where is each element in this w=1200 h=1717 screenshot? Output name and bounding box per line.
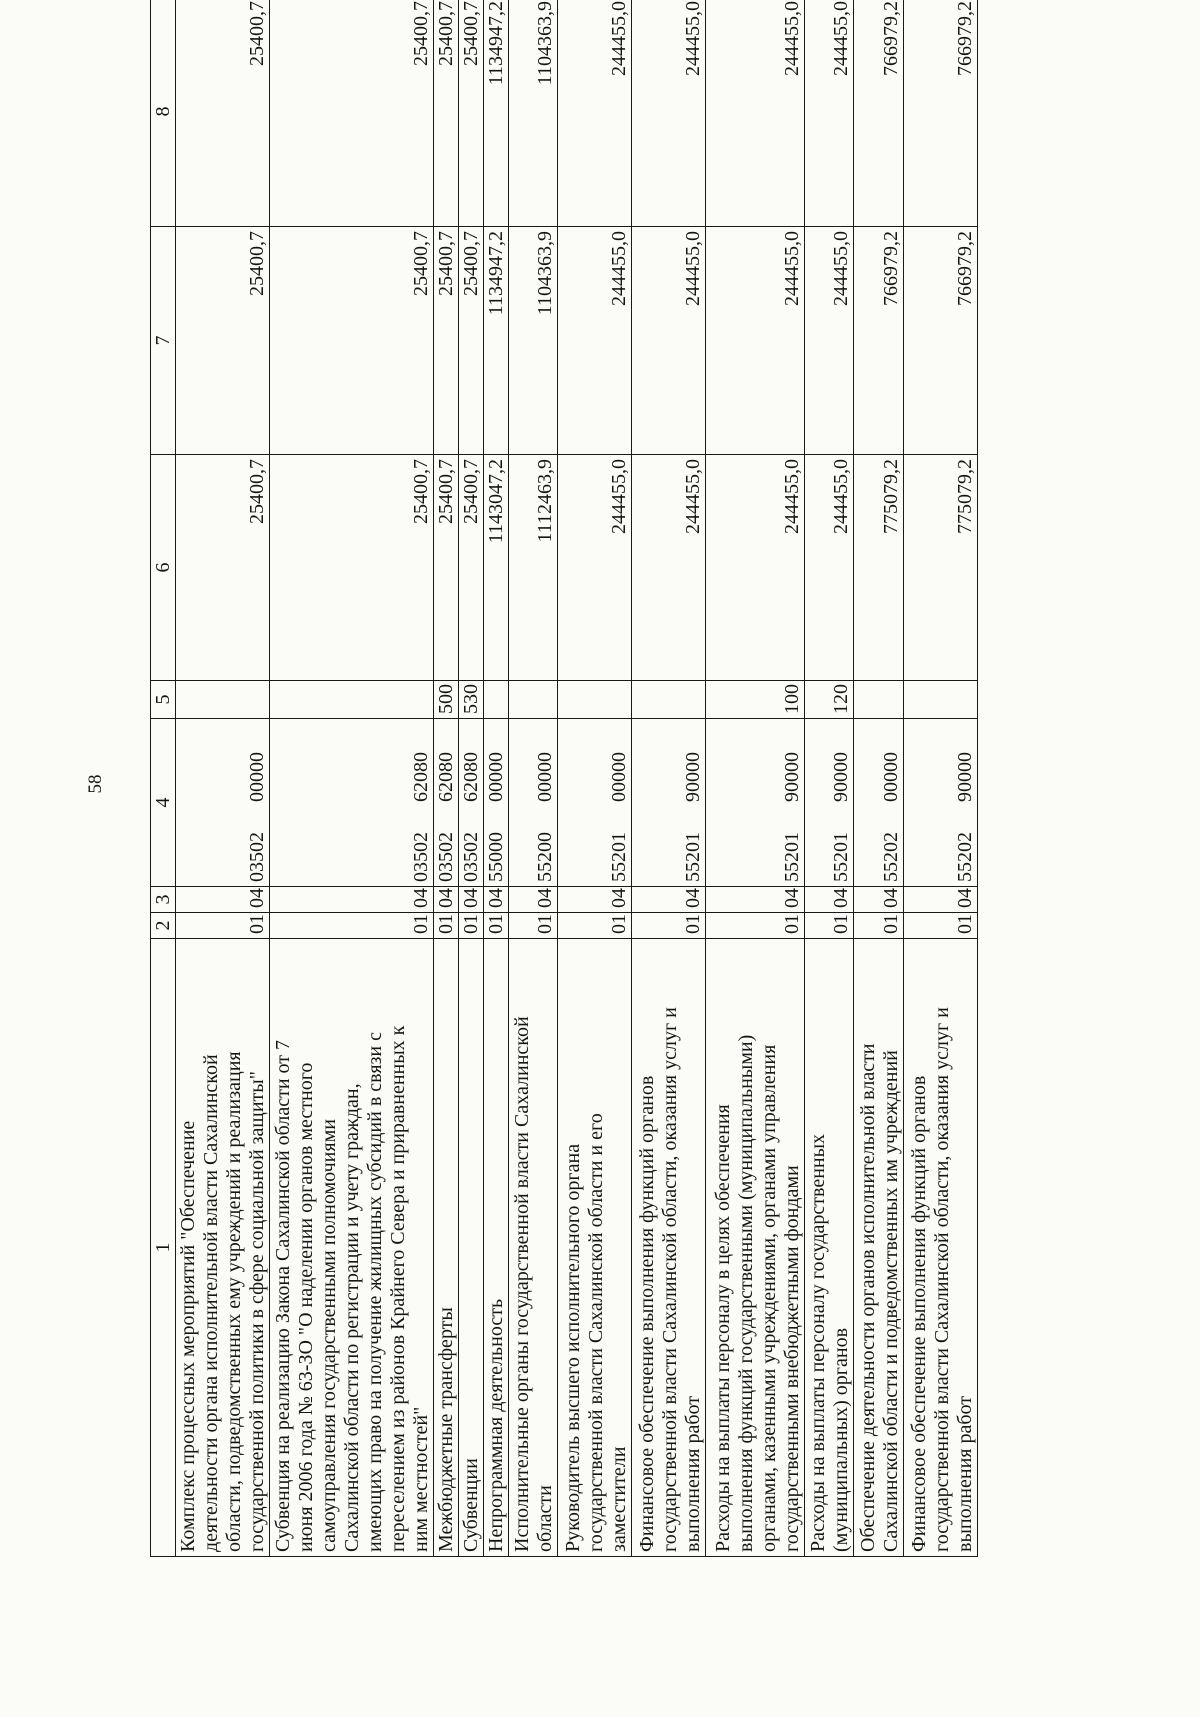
target-article-suffix: 90000	[830, 752, 852, 802]
target-article-suffix: 00000	[608, 752, 630, 802]
amount-column-6: 1112463,9	[509, 455, 558, 681]
amount-column-6: 244455,0	[632, 455, 706, 681]
subsection-code: 04	[805, 887, 854, 913]
subsection-code: 04	[558, 887, 632, 913]
table-row	[509, 0, 558, 1557]
amount-column-6: 25400,7	[176, 455, 270, 681]
amount-column-7: 244455,0	[805, 227, 854, 455]
amount-column-8: 25400,7	[459, 0, 484, 227]
item-name-line: Непрограммная деятельность	[485, 1298, 507, 1552]
expense-item-name	[459, 939, 484, 1557]
item-name-line: Субвенция на реализацию Закона Сахалинской области от 7	[272, 1039, 294, 1552]
target-article-suffix: 90000	[682, 752, 704, 802]
amount-column-6: 775079,2	[904, 455, 978, 681]
item-name-line: заместители	[608, 1446, 630, 1552]
amount-column-7: 25400,7	[270, 227, 434, 455]
target-article-code	[176, 719, 270, 887]
target-article-code	[484, 719, 509, 887]
section-code: 01	[706, 913, 805, 939]
item-name-line: переселением из районов Крайнего Севера и приравненных к	[387, 1025, 409, 1552]
expense-type-code: 530	[459, 681, 484, 719]
section-code: 01	[854, 913, 904, 939]
target-article-prefix: 55202	[954, 832, 976, 882]
amount-column-8: 244455,0	[805, 0, 854, 227]
expense-item-name	[484, 939, 509, 1557]
item-name-line: Межбюджетные трансферты	[435, 1307, 457, 1552]
budget-table	[150, 0, 978, 1557]
item-name-line: Сахалинской области по регистрации и учету граждан,	[341, 1083, 363, 1552]
target-article-suffix: 90000	[781, 752, 803, 802]
item-name-line: государственной власти Сахалинской области, оказания услуг и	[659, 1007, 681, 1552]
item-name-line: выполнения работ	[682, 1395, 704, 1552]
subsection-code: 04	[270, 887, 434, 913]
item-name-line: Финансовое обеспечение выполнения функций органов	[908, 1075, 930, 1552]
item-name-line: деятельности органа исполнительной власти Сахалинской	[200, 1054, 222, 1552]
target-article-prefix: 03502	[435, 832, 457, 882]
item-name-line: Руководитель высшего исполнительного органа	[562, 1143, 584, 1552]
table-row	[805, 0, 854, 1557]
amount-column-7: 25400,7	[434, 227, 459, 455]
item-name-line: области	[534, 1485, 556, 1552]
item-name-line: органами, казенными учреждениями, органами управления	[758, 1044, 780, 1552]
table-row	[706, 0, 805, 1557]
item-name-line: выполнения работ	[954, 1395, 976, 1552]
header-cell: 4	[151, 719, 176, 887]
target-article-code	[632, 719, 706, 887]
target-article-prefix: 55201	[682, 832, 704, 882]
table-row	[904, 0, 978, 1557]
item-name-line: самоуправления государственными полномочиями	[318, 1119, 340, 1552]
amount-column-7: 244455,0	[558, 227, 632, 455]
table-row	[558, 0, 632, 1557]
expense-type-code	[904, 681, 978, 719]
amount-column-6: 244455,0	[706, 455, 805, 681]
item-name-line: Сахалинской области и подведомственных им учреждений	[880, 1050, 902, 1552]
expense-type-code	[558, 681, 632, 719]
item-name-line: выполнения функций государственными (муниципальными)	[735, 1034, 757, 1552]
header-cell: 1	[151, 939, 176, 1557]
item-name-line: июня 2006 года № 63-ЗО "О наделении органов местного	[295, 1062, 317, 1552]
target-article-prefix: 03502	[410, 832, 432, 882]
expense-type-code	[509, 681, 558, 719]
subsection-code: 04	[706, 887, 805, 913]
expense-type-code	[632, 681, 706, 719]
item-name-line: области, подведомственных ему учреждений и реализация	[223, 1051, 245, 1552]
amount-column-8: 25400,7	[176, 0, 270, 227]
target-article-prefix: 55201	[830, 832, 852, 882]
item-name-line: Исполнительные органы государственной власти Сахалинской	[511, 1016, 533, 1552]
section-code: 01	[558, 913, 632, 939]
expense-type-code: 500	[434, 681, 459, 719]
amount-column-7: 1104363,9	[509, 227, 558, 455]
amount-column-6: 25400,7	[459, 455, 484, 681]
amount-column-6: 25400,7	[270, 455, 434, 681]
header-cell: 8	[151, 0, 176, 227]
target-article-suffix: 62080	[410, 752, 432, 802]
item-name-line: государственной политики в сфере социальной защиты"	[246, 1071, 268, 1552]
amount-column-8: 1134947,2	[484, 0, 509, 227]
expense-item-name	[854, 939, 904, 1557]
target-article-code	[805, 719, 854, 887]
amount-column-7: 244455,0	[706, 227, 805, 455]
table-row	[176, 0, 270, 1557]
amount-column-7: 766979,2	[904, 227, 978, 455]
expense-item-name	[904, 939, 978, 1557]
amount-column-6: 244455,0	[805, 455, 854, 681]
target-article-prefix: 03502	[460, 832, 482, 882]
target-article-code	[558, 719, 632, 887]
expense-item-name	[434, 939, 459, 1557]
amount-column-7: 25400,7	[176, 227, 270, 455]
item-name-line: Расходы на выплаты персоналу государственных	[807, 1133, 829, 1552]
item-name-line: Расходы на выплаты персоналу в целях обеспечения	[712, 1104, 734, 1552]
target-article-prefix: 03502	[246, 832, 268, 882]
target-article-suffix: 00000	[246, 752, 268, 802]
target-article-suffix: 62080	[460, 752, 482, 802]
target-article-code	[509, 719, 558, 887]
expense-type-code: 120	[805, 681, 854, 719]
amount-column-6: 25400,7	[434, 455, 459, 681]
item-name-line: Субвенции	[460, 1458, 482, 1552]
item-name-line: Обеспечение деятельности органов исполнительной власти	[857, 1043, 879, 1552]
amount-column-6: 775079,2	[854, 455, 904, 681]
amount-column-8: 766979,2	[904, 0, 978, 227]
item-name-line: (муниципальных) органов	[830, 1327, 852, 1552]
target-article-suffix: 62080	[435, 752, 457, 802]
expense-type-code	[270, 681, 434, 719]
expense-item-name	[176, 939, 270, 1557]
table-header-row	[151, 0, 176, 1557]
expense-item-name	[805, 939, 854, 1557]
amount-column-7: 25400,7	[459, 227, 484, 455]
subsection-code: 04	[434, 887, 459, 913]
rotated-table-container	[150, 0, 1100, 1557]
section-code: 01	[459, 913, 484, 939]
amount-column-8: 244455,0	[632, 0, 706, 227]
section-code: 01	[904, 913, 978, 939]
item-name-line: государственной власти Сахалинской области, оказания услуг и	[931, 1007, 953, 1552]
target-article-code	[270, 719, 434, 887]
item-name-line: государственной власти Сахалинской области и его	[585, 1113, 607, 1552]
target-article-code	[434, 719, 459, 887]
section-code: 01	[484, 913, 509, 939]
target-article-code	[904, 719, 978, 887]
section-code: 01	[270, 913, 434, 939]
target-article-suffix: 90000	[954, 752, 976, 802]
expense-item-name	[706, 939, 805, 1557]
table-body	[176, 0, 978, 1557]
target-article-suffix: 00000	[534, 752, 556, 802]
target-article-prefix: 55201	[608, 832, 630, 882]
amount-column-6: 1143047,2	[484, 455, 509, 681]
subsection-code: 04	[904, 887, 978, 913]
section-code: 01	[805, 913, 854, 939]
header-cell: 7	[151, 227, 176, 455]
section-code: 01	[176, 913, 270, 939]
amount-column-8: 25400,7	[270, 0, 434, 227]
amount-column-7: 766979,2	[854, 227, 904, 455]
table-row	[484, 0, 509, 1557]
subsection-code: 04	[632, 887, 706, 913]
target-article-prefix: 55000	[485, 832, 507, 882]
subsection-code: 04	[176, 887, 270, 913]
item-name-line: ним местностей"	[410, 1406, 432, 1552]
expense-item-name	[558, 939, 632, 1557]
expense-item-name	[270, 939, 434, 1557]
section-code: 01	[632, 913, 706, 939]
subsection-code: 04	[484, 887, 509, 913]
subsection-code: 04	[854, 887, 904, 913]
header-cell: 2	[151, 913, 176, 939]
expense-item-name	[509, 939, 558, 1557]
target-article-prefix: 55202	[880, 832, 902, 882]
section-code: 01	[509, 913, 558, 939]
section-code: 01	[434, 913, 459, 939]
subsection-code: 04	[459, 887, 484, 913]
table-row	[270, 0, 434, 1557]
amount-column-8: 766979,2	[854, 0, 904, 227]
target-article-prefix: 55200	[534, 832, 556, 882]
expense-item-name	[632, 939, 706, 1557]
expense-type-code	[484, 681, 509, 719]
amount-column-8: 244455,0	[558, 0, 632, 227]
table-row	[854, 0, 904, 1557]
item-name-line: Комплекс процессных мероприятий "Обеспечение	[177, 1120, 199, 1552]
header-cell: 6	[151, 455, 176, 681]
table-row	[632, 0, 706, 1557]
amount-column-6: 244455,0	[558, 455, 632, 681]
subsection-code: 04	[509, 887, 558, 913]
item-name-line: имеющих право на получение жилищных субсидий в связи с	[364, 1032, 386, 1552]
target-article-prefix: 55201	[781, 832, 803, 882]
table-row	[434, 0, 459, 1557]
item-name-line: государственными внебюджетными фондами	[781, 1165, 803, 1552]
amount-column-8: 1104363,9	[509, 0, 558, 227]
table-row	[459, 0, 484, 1557]
header-cell: 3	[151, 887, 176, 913]
page-number: 58	[85, 774, 106, 794]
target-article-code	[459, 719, 484, 887]
amount-column-7: 244455,0	[632, 227, 706, 455]
expense-type-code: 100	[706, 681, 805, 719]
target-article-suffix: 00000	[485, 752, 507, 802]
target-article-code	[854, 719, 904, 887]
expense-type-code	[176, 681, 270, 719]
expense-type-code	[854, 681, 904, 719]
amount-column-8: 25400,7	[434, 0, 459, 227]
target-article-suffix: 00000	[880, 752, 902, 802]
amount-column-8: 244455,0	[706, 0, 805, 227]
header-cell: 5	[151, 681, 176, 719]
amount-column-7: 1134947,2	[484, 227, 509, 455]
item-name-line: Финансовое обеспечение выполнения функций органов	[636, 1075, 658, 1552]
target-article-code	[706, 719, 805, 887]
